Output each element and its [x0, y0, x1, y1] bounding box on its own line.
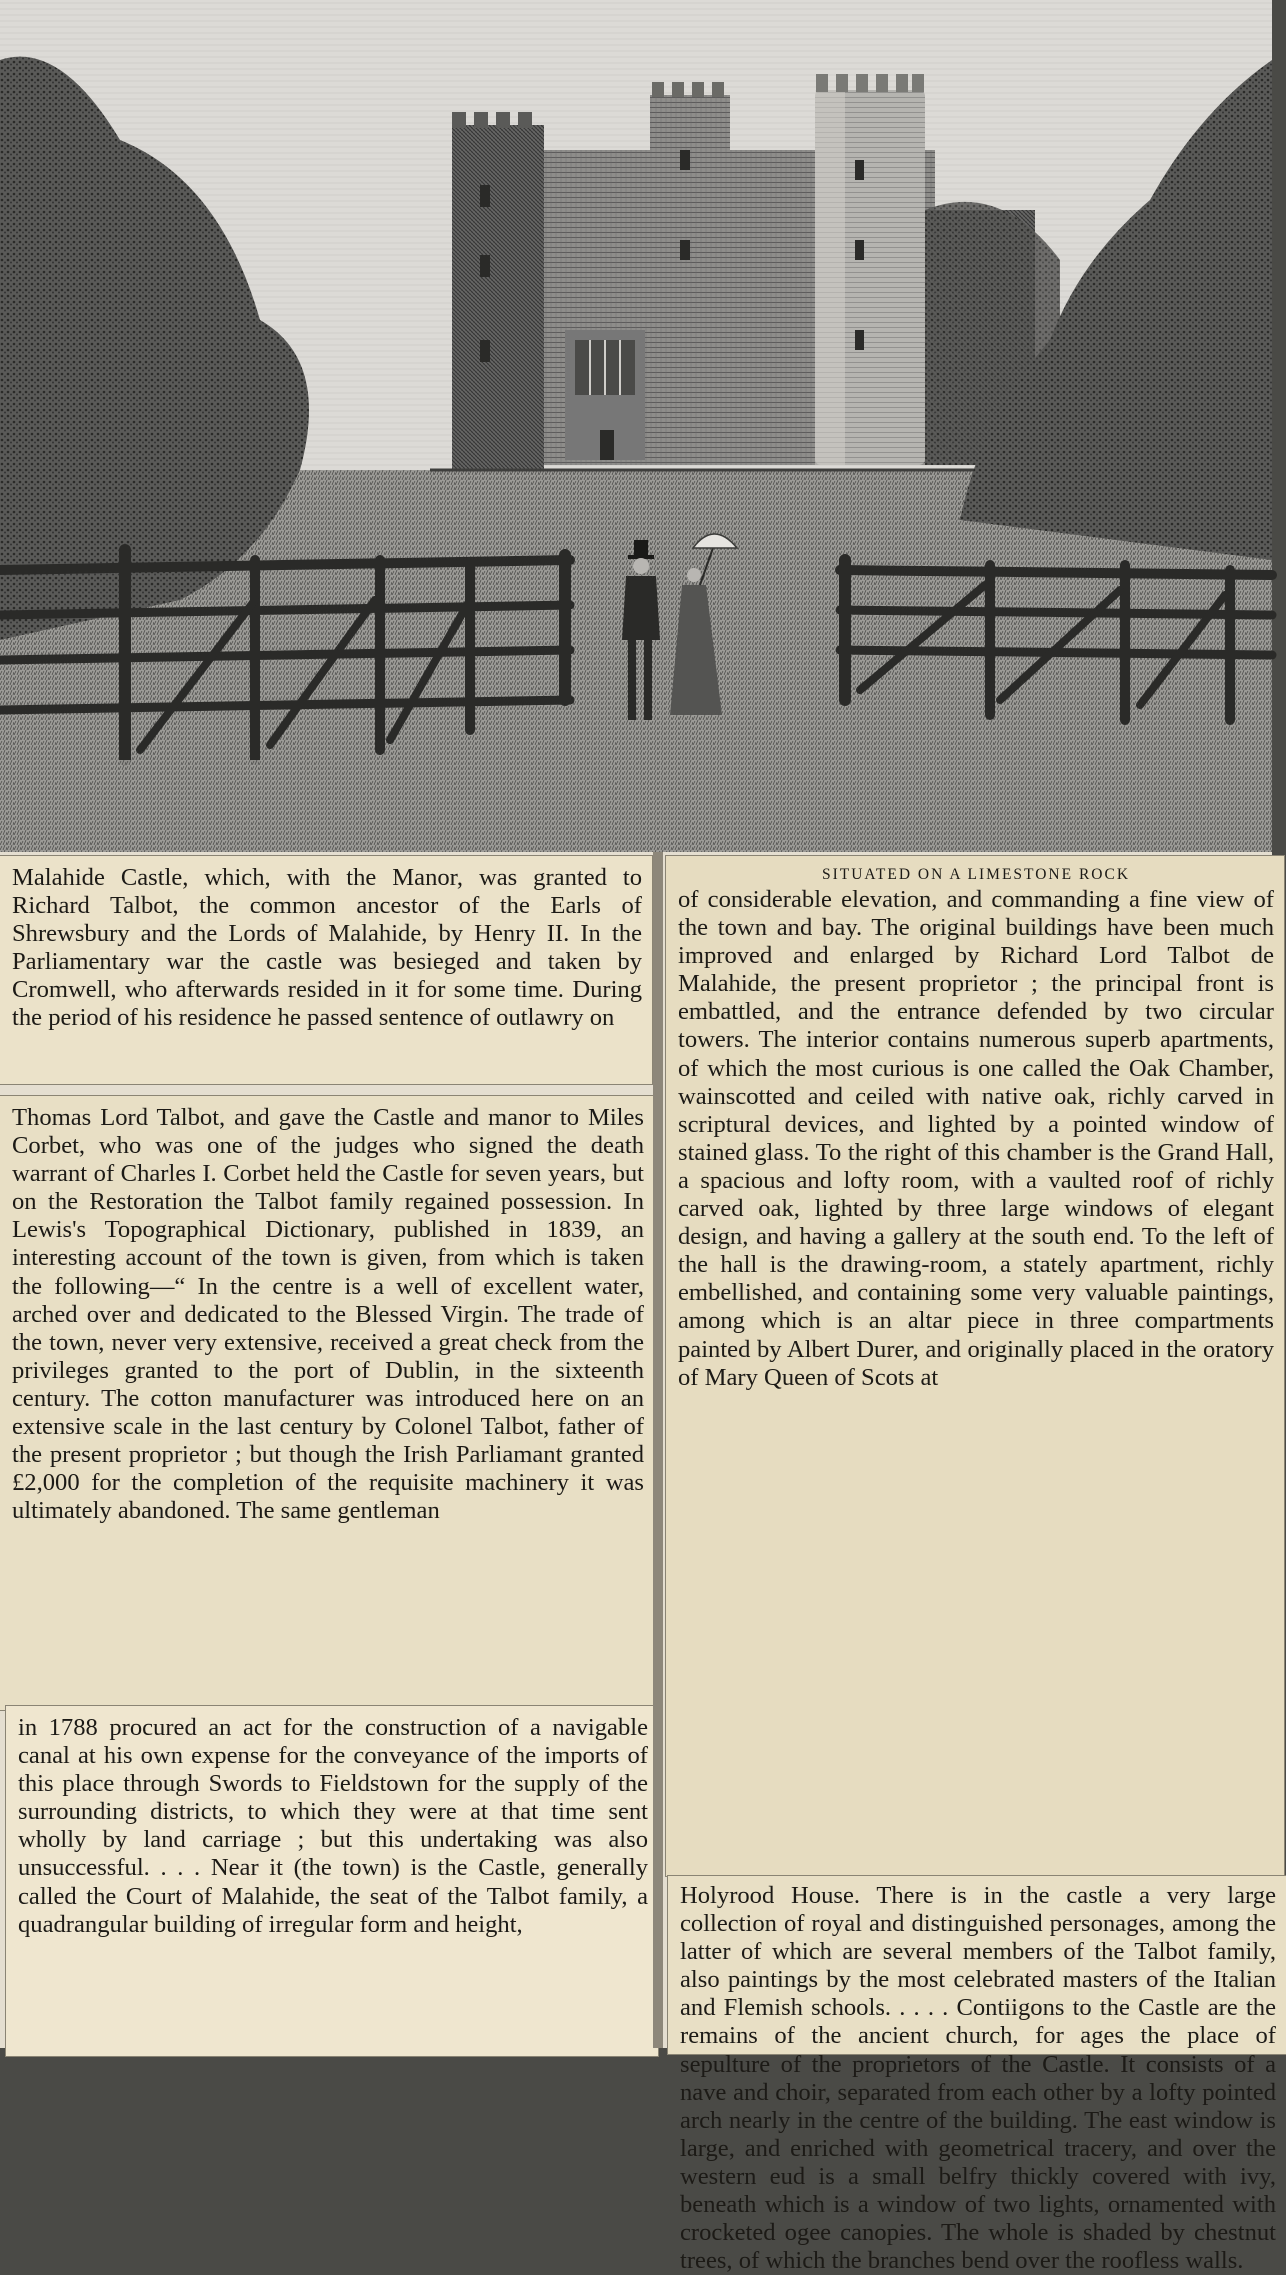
right-paragraph-1: of considerable elevation, and commanding a fine view of the town and bay. The original buildings have been much improved and enlarged by Richard Lord Talbot de Malahide, the present proprietor ; the principal front is embattled, and the entrance defended by two circular towers. The interior contains numerous superb apartments, of which the most curious is one called the Oak Chamber, wainscotted and ceiled with native oak, richly carved in scriptural devices, and lighted by a pointed window of stained glass. To the right of this chamber is the Grand Hall, a spacious and lofty room, with a vaulted roof of richly carved oak, lighted by three large windows of elegant design, and having a gallery at the south end. To the left of the hall is the drawing-room, a stately apartment, richly embellished, and containing some very valuable paintings, among which is an altar piece in three compartments painted by Albert Durer, and originally placed in the oratory of Mary Queen of Scots at — [678, 886, 1274, 1391]
left-column-clip-1 — [0, 856, 652, 1084]
left-paragraph-1: Malahide Castle, which, with the Manor, was granted to Richard Talbot, the common ancestor of the Earls of Shrewsbury and the Lords of Malahide, by Henry II. In the Parliamentary war the castle was besieged and taken by Cromwell, who afterwards resided in it for some time. During the period of his residence he passed sentence of outlawry on — [12, 864, 642, 1032]
left-paragraph-2: Thomas Lord Talbot, and gave the Castle and manor to Miles Corbet, who was one of the judges who signed the death warrant of Charles I. Corbet held the Castle for seven years, but on the Restoration the Talbot family regained possession. In Lewis's Topographical Dictionary, published in 1839, an interesting account of the town is given, from which is taken the following—“ In the centre is a well of excellent water, arched over and dedicated to the Blessed Virgin. The trade of the town, never very extensive, received a great check from the privileges granted to the port of Dublin, in the sixteenth century. The cotton manufacturer was introduced here on an extensive scale in the last century by Colonel Talbot, father of the present proprietor ; but though the Irish Parliamant granted £2,000 for the completion of the requisite machinery it was ultimately abandoned. The same gentleman — [12, 1104, 644, 1525]
column-gutter — [653, 852, 663, 2048]
section-heading: SITUATED ON A LIMESTONE ROCK — [821, 866, 1131, 883]
castle-engraving — [0, 0, 1272, 852]
right-column-clip-1 — [666, 856, 1284, 1876]
left-paragraph-3: in 1788 procured an act for the construction of a navigable canal at his own expense for the conveyance of the imports of this place through Swords to Fieldstown for the supply of the surrounding districts, to which they were at that time sent wholly by land carriage ; but this undertaking was also unsuccessful. . . . Near it (the town) is the Castle, generally called the Court of Malahide, the seat of the Talbot family, a quadrangular building of irregular form and height, — [18, 1714, 648, 1938]
foreground-grass — [0, 760, 1272, 852]
left-column-clip-3 — [6, 1706, 658, 2056]
right-column-clip-2 — [668, 1876, 1286, 2275]
left-column-clip-2 — [0, 1096, 654, 1710]
right-paragraph-2: Holyrood House. There is in the castle a very large collection of royal and distinguished personages, among the latter of which are several members of the Talbot family, also paintings by the most celebrated masters of the Italian and Flemish schools. . . . . Contiigons to the Castle are the remains of the ancient church, for ages the place of sepulture of the proprietors of the Castle. It consists of a nave and choir, separated from each other by a lofty pointed arch nearly in the centre of the building. The east window is large, and enriched with geometrical tracery, and over the western eud is a small belfry thickly covered with ivy, beneath which is a window of two lights, ornamented with crocketed ogee canopies. The whole is shaded by chestnut trees, of which the branches bend over the roofless walls. — [680, 1882, 1276, 2275]
